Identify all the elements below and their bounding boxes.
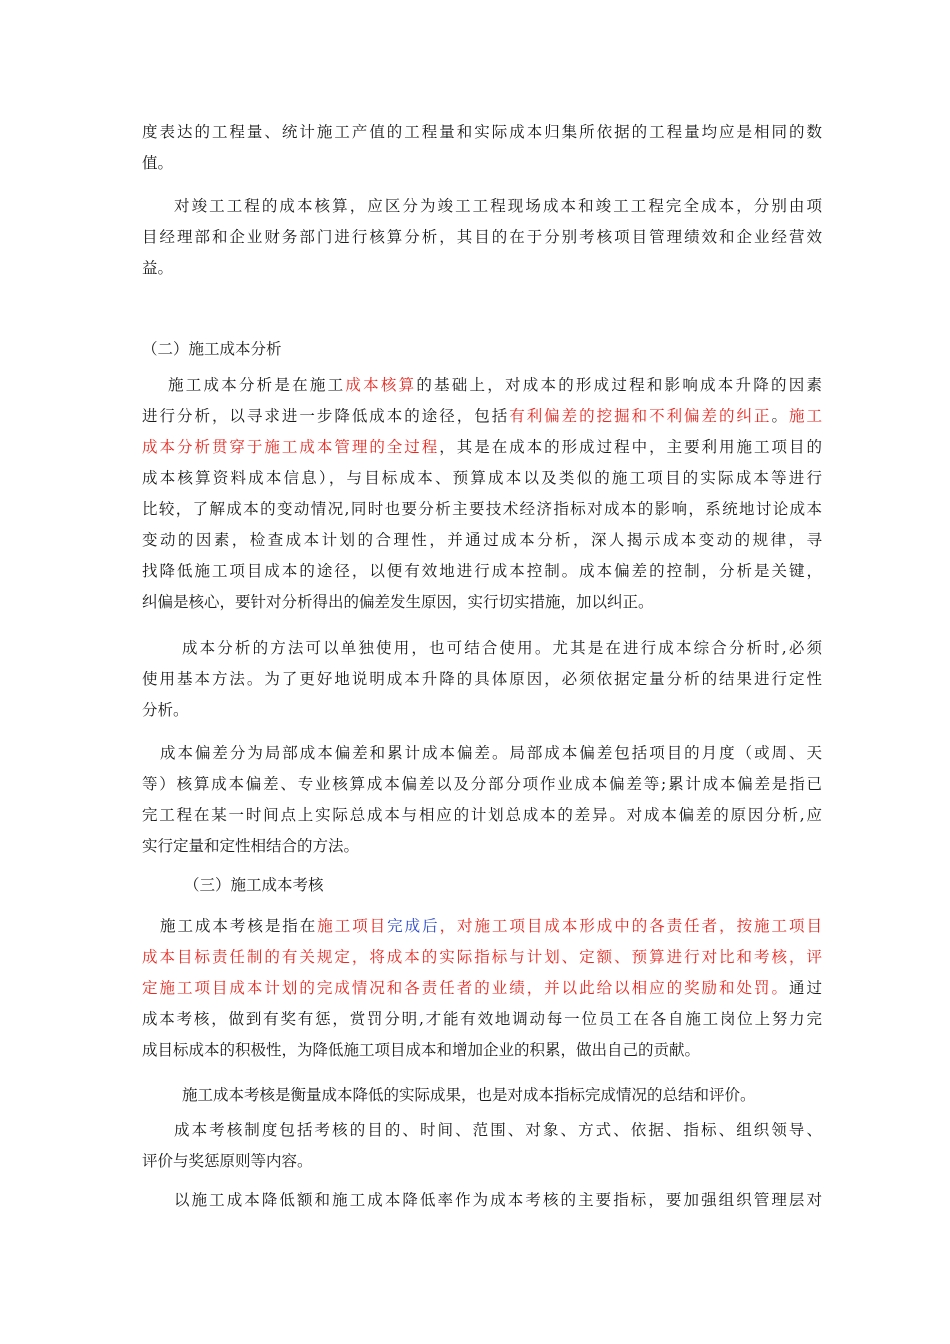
text-line: 目经理部和企业财务部门进行核算分析，其目的在于分别考核项目管理绩效和企业经营效 — [142, 228, 822, 246]
highlight-text: 定施工项目成本计划的完成情况和各责任者的业绩，并以此给以相应的奖励和处罚。 — [142, 979, 789, 997]
text-run: 施工成本分析是在施工 — [168, 376, 346, 394]
text-line: 使用基本方法。为了更好地说明成本升降的具体原因，必须依据定量分析的结果进行定性 — [142, 670, 822, 688]
highlight-text: 施工 — [788, 407, 822, 425]
text-run: 进行分析，以寻求进一步降低成本的途径，包括 — [142, 407, 510, 425]
text-line — [142, 401, 822, 432]
text-line: 度表达的工程量、统计施工产值的工程量和实际成本归集所依据的工程量均应是相同的数 — [142, 123, 822, 141]
text-line: 等）核算成本偏差、专业核算成本偏差以及分部分项作业成本偏差等;累计成本偏差是指已 — [142, 775, 822, 793]
text-line: 比较，了解成本的变动情况,同时也要分析主要技术经济指标对成本的影响，系统地讨论成本 — [142, 500, 822, 518]
text-line: 成本考核，做到有奖有惩，赏罚分明,才能有效地调动每一位员工在各自施工岗位上努力完 — [142, 1010, 822, 1028]
text-line: 实行定量和定性相结合的方法。 — [142, 837, 360, 855]
text-line: 成目标成本的积极性，为降低施工项目成本和增加企业的积累，做出自己的贡献。 — [142, 1041, 701, 1059]
text-line: 成本考核制度包括考核的目的、时间、范围、对象、方式、依据、指标、组织领导、 — [174, 1121, 822, 1139]
highlight-text: 成本核算 — [345, 376, 417, 394]
text-line: 益。 — [142, 259, 174, 277]
text-line — [142, 973, 822, 1004]
paragraph-7 — [142, 1080, 822, 1111]
highlight-text: ，对施工项目成本形成中的各责任者，按施工项目 — [439, 917, 822, 935]
text-line: 值。 — [142, 154, 174, 172]
text-line: 变动的因素，检查成本计划的合理性，并通过成本分析，深人揭示成本变动的规律，寻 — [142, 531, 822, 549]
paragraph-3 — [142, 370, 822, 618]
text-line: 成本分析的方法可以单独使用，也可结合使用。尤其是在进行成本综合分析时,必须 — [182, 639, 822, 657]
text-line: 分析。 — [142, 701, 189, 719]
paragraph-1 — [142, 117, 822, 179]
text-run: 通过 — [789, 979, 822, 997]
text-run: ，其是在成本的形成过程中，主要利用施工项目的 — [439, 438, 822, 456]
text-line: 施工成本考核是衡量成本降低的实际成果，也是对成本指标完成情况的总结和评价。 — [182, 1086, 756, 1104]
highlight-text-blue: 完成后 — [387, 917, 440, 935]
text-run: 施工成本考核是指在 — [160, 917, 318, 935]
section-heading-2 — [142, 334, 822, 365]
text-line — [142, 911, 822, 942]
text-run: 。 — [771, 407, 789, 425]
paragraph-5 — [142, 738, 822, 862]
text-line: 找降低施工项目成本的途径，以便有效地进行成本控制。成本偏差的控制，分析是关键， — [142, 562, 822, 580]
text-line: 以施工成本降低额和施工成本降低率作为成本考核的主要指标，要加强组织管理层对 — [174, 1191, 822, 1209]
text-line — [142, 432, 822, 463]
highlight-text: 有利偏差的挖掘和不利偏差的纠正 — [509, 407, 772, 425]
highlight-text: 施工项目 — [317, 917, 388, 935]
text-line: 纠偏是核心，要针对分析得出的偏差发生原因，实行切实措施，加以纠正。 — [142, 593, 654, 611]
text-line: 成本偏差分为局部成本偏差和累计成本偏差。局部成本偏差包括项目的月度（或周、天 — [160, 744, 822, 762]
text-line — [142, 370, 822, 401]
highlight-text: 成本分析贯穿于施工成本管理的全过程 — [142, 438, 440, 456]
paragraph-8 — [142, 1115, 822, 1177]
text-line: 成本目标责任制的有关规定，将成本的实际指标与计划、定额、预算进行对比和考核，评 — [142, 948, 822, 966]
section-heading-3 — [142, 870, 822, 901]
paragraph-9 — [142, 1185, 822, 1216]
text-run: 的基础上，对成本的形成过程和影响成本升降的因素 — [416, 376, 822, 394]
text-line: 成本核算资料成本信息），与目标成本、预算成本以及类似的施工项目的实际成本等进行 — [142, 469, 822, 487]
paragraph-6 — [142, 911, 822, 1066]
text-line: 对竣工工程的成本核算，应区分为竣工工程现场成本和竣工工程完全成本，分别由项 — [174, 197, 822, 215]
text-line: 评价与奖惩原则等内容。 — [142, 1152, 313, 1170]
heading-text: （三）施工成本考核 — [184, 876, 324, 894]
text-line: 完工程在某一时间点上实际总成本与相应的计划总成本的差异。对成本偏差的原因分析,应 — [142, 806, 822, 824]
paragraph-2 — [142, 191, 822, 284]
paragraph-4 — [142, 633, 822, 726]
heading-text: （二）施工成本分析 — [142, 340, 282, 358]
